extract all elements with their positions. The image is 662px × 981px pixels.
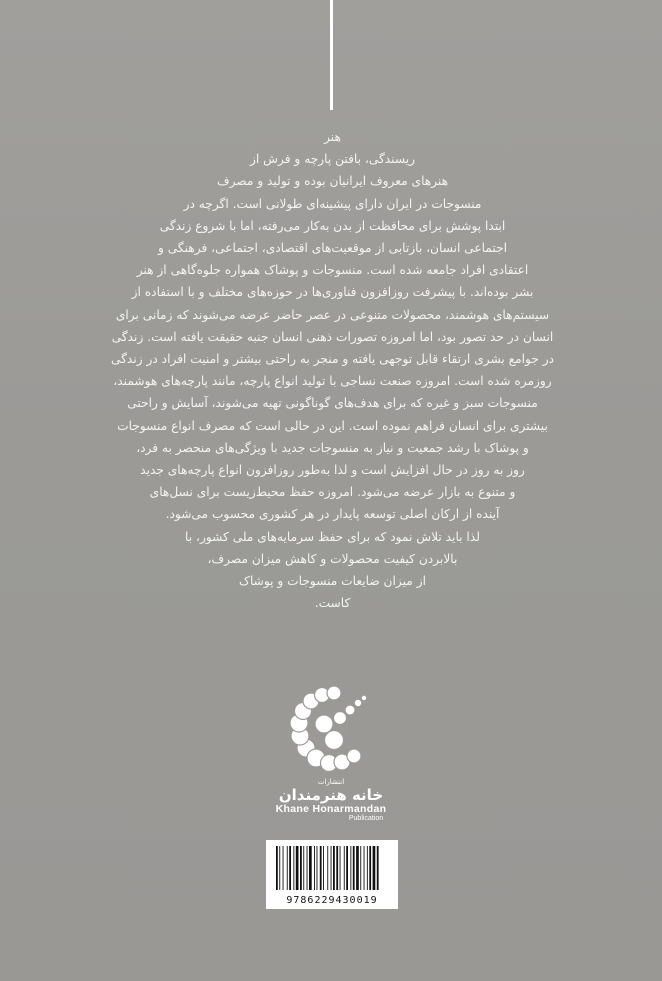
blurb-line: منسوجات سبز و غیره که برای هدف‌های گوناگونی تهیه می‌شوند، آسایش و راحتی (127, 396, 538, 411)
blurb-line: اعتقادی افراد جامعه شده است. منسوجات و پوشاک همواره جلوه‌گاهی از هنر (136, 263, 529, 278)
blurb-text (95, 126, 570, 614)
blurb-line: لذا باید تلاش نمود که برای حفظ سرمایه‌های ملی کشور، با (185, 529, 480, 544)
barcode-bars-icon (272, 846, 392, 892)
blurb-line: و متنوع به بازار عرضه می‌شود. امروزه حفظ محیط‌زیست برای نسل‌های (149, 485, 516, 500)
publisher-name-en: Khane Honarmandan (275, 803, 387, 815)
top-vertical-line (330, 0, 333, 110)
publisher-label-small: انتشارات (317, 778, 345, 786)
blurb-line: بالابردن کیفیت محصولات و کاهش میزان مصرف، (207, 551, 458, 566)
blurb-line: اجتماعی انسان، بازتابی از موقعیت‌های اقتصادی، اجتماعی، فرهنگی و (157, 241, 508, 256)
blurb-line: سیستم‌های هوشمند، محصولات متنوعی در عصر حاضر عرضه می‌شوند که زمانی برای (115, 307, 550, 322)
blurb-line: ریسندگی، بافتن پارچه و فرش از (249, 152, 416, 167)
blurb-line: منسوجات در ایران دارای پیشینه‌ای طولانی است. اگرچه در (183, 196, 482, 211)
blurb-line: هنرهای معروف ایرانیان بوده و تولید و مصرف (216, 174, 449, 189)
blurb-line: از میزان ضایعات منسوجات و پوشاک (239, 574, 426, 589)
publisher-sub-en: Publication (348, 815, 384, 822)
barcode (266, 840, 398, 909)
blurb-line: آینده از ارکان اصلی توسعه پایدار در هر کشوری محسوب می‌شود. (165, 507, 500, 522)
flower-circles-logo-icon (276, 682, 386, 778)
publisher-block (231, 778, 431, 823)
publisher-name-fa: خانه هنرمندان (278, 786, 384, 804)
blurb-line: در جوامع بشری ارتقاء قابل توجهی یافته و منجر به راحتی بیشتر و امنیت افراد در زندگی (110, 352, 555, 367)
blurb-line: انسان در حد تصور بود، اما امروزه تصورات ذهنی انسان جنبه حقیقت یافته است. زندگی (111, 329, 554, 344)
blurb-line: روز به روز در حال افزایش است و لذا به‌طور روزافزون انواع پارچه‌های جدید (140, 463, 525, 478)
blurb-line: کاست. (314, 596, 351, 611)
blurb-line: هنر (324, 130, 341, 144)
blurb-line: روزمره شده است. امروزه صنعت نساجی با تولید انواع پارچه، مانند پارچه‌های هوشمند، (113, 374, 552, 389)
blurb-line: بیشتری برای انسان فراهم نموده است. این در حالی است که مصرف انواع منسوجات (117, 418, 548, 433)
isbn-number: 9786229430019 (286, 895, 378, 906)
blurb-line: ابتدا پوشش برای محافظت از بدن به‌کار می‌رفته، اما با شروع زندگی (159, 218, 506, 233)
blurb-line: بشر بوده‌اند. با پیشرفت روزافزون فناوری‌ها در حوزه‌های مختلف و با استفاده از (131, 285, 534, 300)
blurb-line: و پوشاک با رشد جمعیت و نیاز به منسوجات جدید با ویژگی‌های منحصر به فرد، (136, 440, 529, 455)
